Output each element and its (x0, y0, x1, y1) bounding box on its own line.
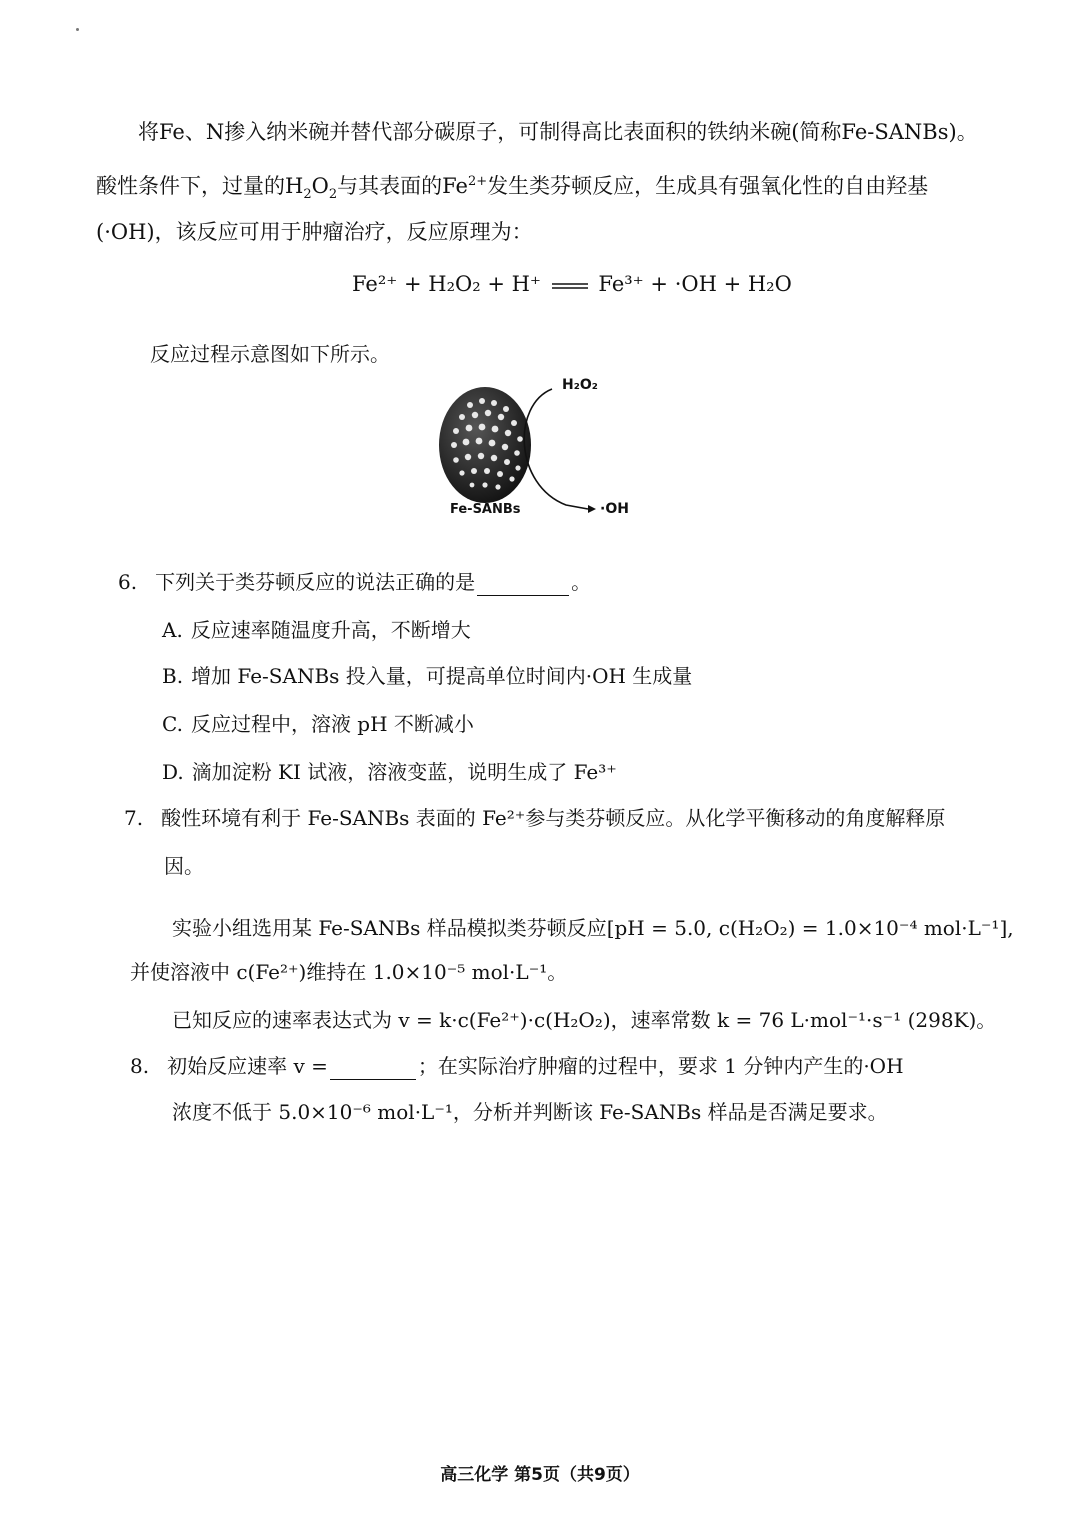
question-number: 8. (130, 1054, 150, 1078)
equation-reactants: Fe²⁺ + H₂O₂ + H⁺ (352, 272, 542, 296)
question-stem: 酸性环境有利于 Fe-SANBs 表面的 Fe²⁺参与类芬顿反应。从化学平衡移动的角度解释原 (161, 806, 946, 830)
question-number: 7. (124, 806, 144, 830)
option-b (162, 662, 692, 690)
question-8-continued: 浓度不低于 5.0×10⁻⁶ mol·L⁻¹，分析并判断该 Fe-SANBs 样品是否满足要求。 (172, 1100, 888, 1124)
page-footer: 高三化学 第5页（共9页） (440, 1465, 640, 1485)
experiment-line-3: 已知反应的速率表达式为 v = k·c(Fe²⁺)·c(H₂O₂)，速率常数 k = 76 L·mol⁻¹·s⁻¹ (298K)。 (172, 1008, 997, 1032)
diagram-reactant-label: H₂O₂ (562, 377, 598, 393)
diagram-product-label: ·OH (600, 501, 629, 517)
question-stem: 初始反应速率 v = (167, 1054, 328, 1078)
intro-line-1: 将Fe、N掺入纳米碗并替代部分碳原子，可制得高比表面积的铁纳米碗(简称Fe-SANBs)。 (138, 120, 978, 144)
question-8 (130, 1052, 904, 1080)
question-stem: 下列关于类芬顿反应的说法正确的是 (155, 570, 476, 594)
option-d (162, 758, 617, 786)
question-number: 6. (118, 570, 138, 594)
question-stem-cont: ；在实际治疗肿瘤的过程中，要求 1 分钟内产生的·OH (417, 1054, 904, 1078)
equation-products: Fe³⁺ + ·OH + H₂O (598, 272, 792, 296)
option-text: 增加 Fe-SANBs 投入量，可提高单位时间内·OH 生成量 (191, 664, 693, 688)
reaction-arc-arrow (524, 389, 588, 509)
option-a (162, 616, 471, 644)
intro-line-2: 酸性条件下，过量的$H_2O_2$与其表面的$Fe^{2+}$发生类芬顿反应，生成具有强氧化性的自由羟基 (96, 174, 929, 203)
option-text: 滴加淀粉 KI 试液，溶液变蓝，说明生成了 Fe³⁺ (191, 760, 617, 784)
nanobowl-icon (439, 387, 531, 503)
reaction-equation (352, 270, 792, 298)
schematic-caption: 反应过程示意图如下所示。 (150, 342, 390, 366)
option-letter: A. (162, 618, 183, 642)
option-letter: C. (162, 712, 183, 736)
option-text: 反应过程中，溶液 pH 不断减小 (190, 712, 474, 736)
question-end-mark: 。 (571, 570, 592, 594)
intro-line-3: (·OH)，该反应可用于肿瘤治疗，反应原理为： (96, 220, 533, 244)
option-letter: B. (162, 664, 184, 688)
experiment-line-2: 并使溶液中 c(Fe²⁺)维持在 1.0×10⁻⁵ mol·L⁻¹。 (130, 960, 568, 984)
question-7 (124, 804, 945, 832)
diagram-catalyst-label: Fe-SANBs (450, 502, 521, 517)
question-7-continued: 因。 (164, 854, 204, 878)
option-text: 反应速率随温度升高，不断增大 (190, 618, 471, 642)
equals-arrow-icon (552, 281, 588, 291)
scan-speck (76, 28, 79, 31)
experiment-line-1: 实验小组选用某 Fe-SANBs 样品模拟类芬顿反应[pH = 5.0, c(H₂O₂) = 1.0×10⁻⁴ mol·L⁻¹], (172, 916, 1014, 940)
answer-blank[interactable] (330, 1059, 416, 1080)
question-6 (118, 568, 591, 596)
option-c (162, 710, 474, 738)
answer-blank[interactable] (477, 575, 569, 596)
reaction-diagram (430, 375, 660, 535)
option-letter: D. (162, 760, 184, 784)
